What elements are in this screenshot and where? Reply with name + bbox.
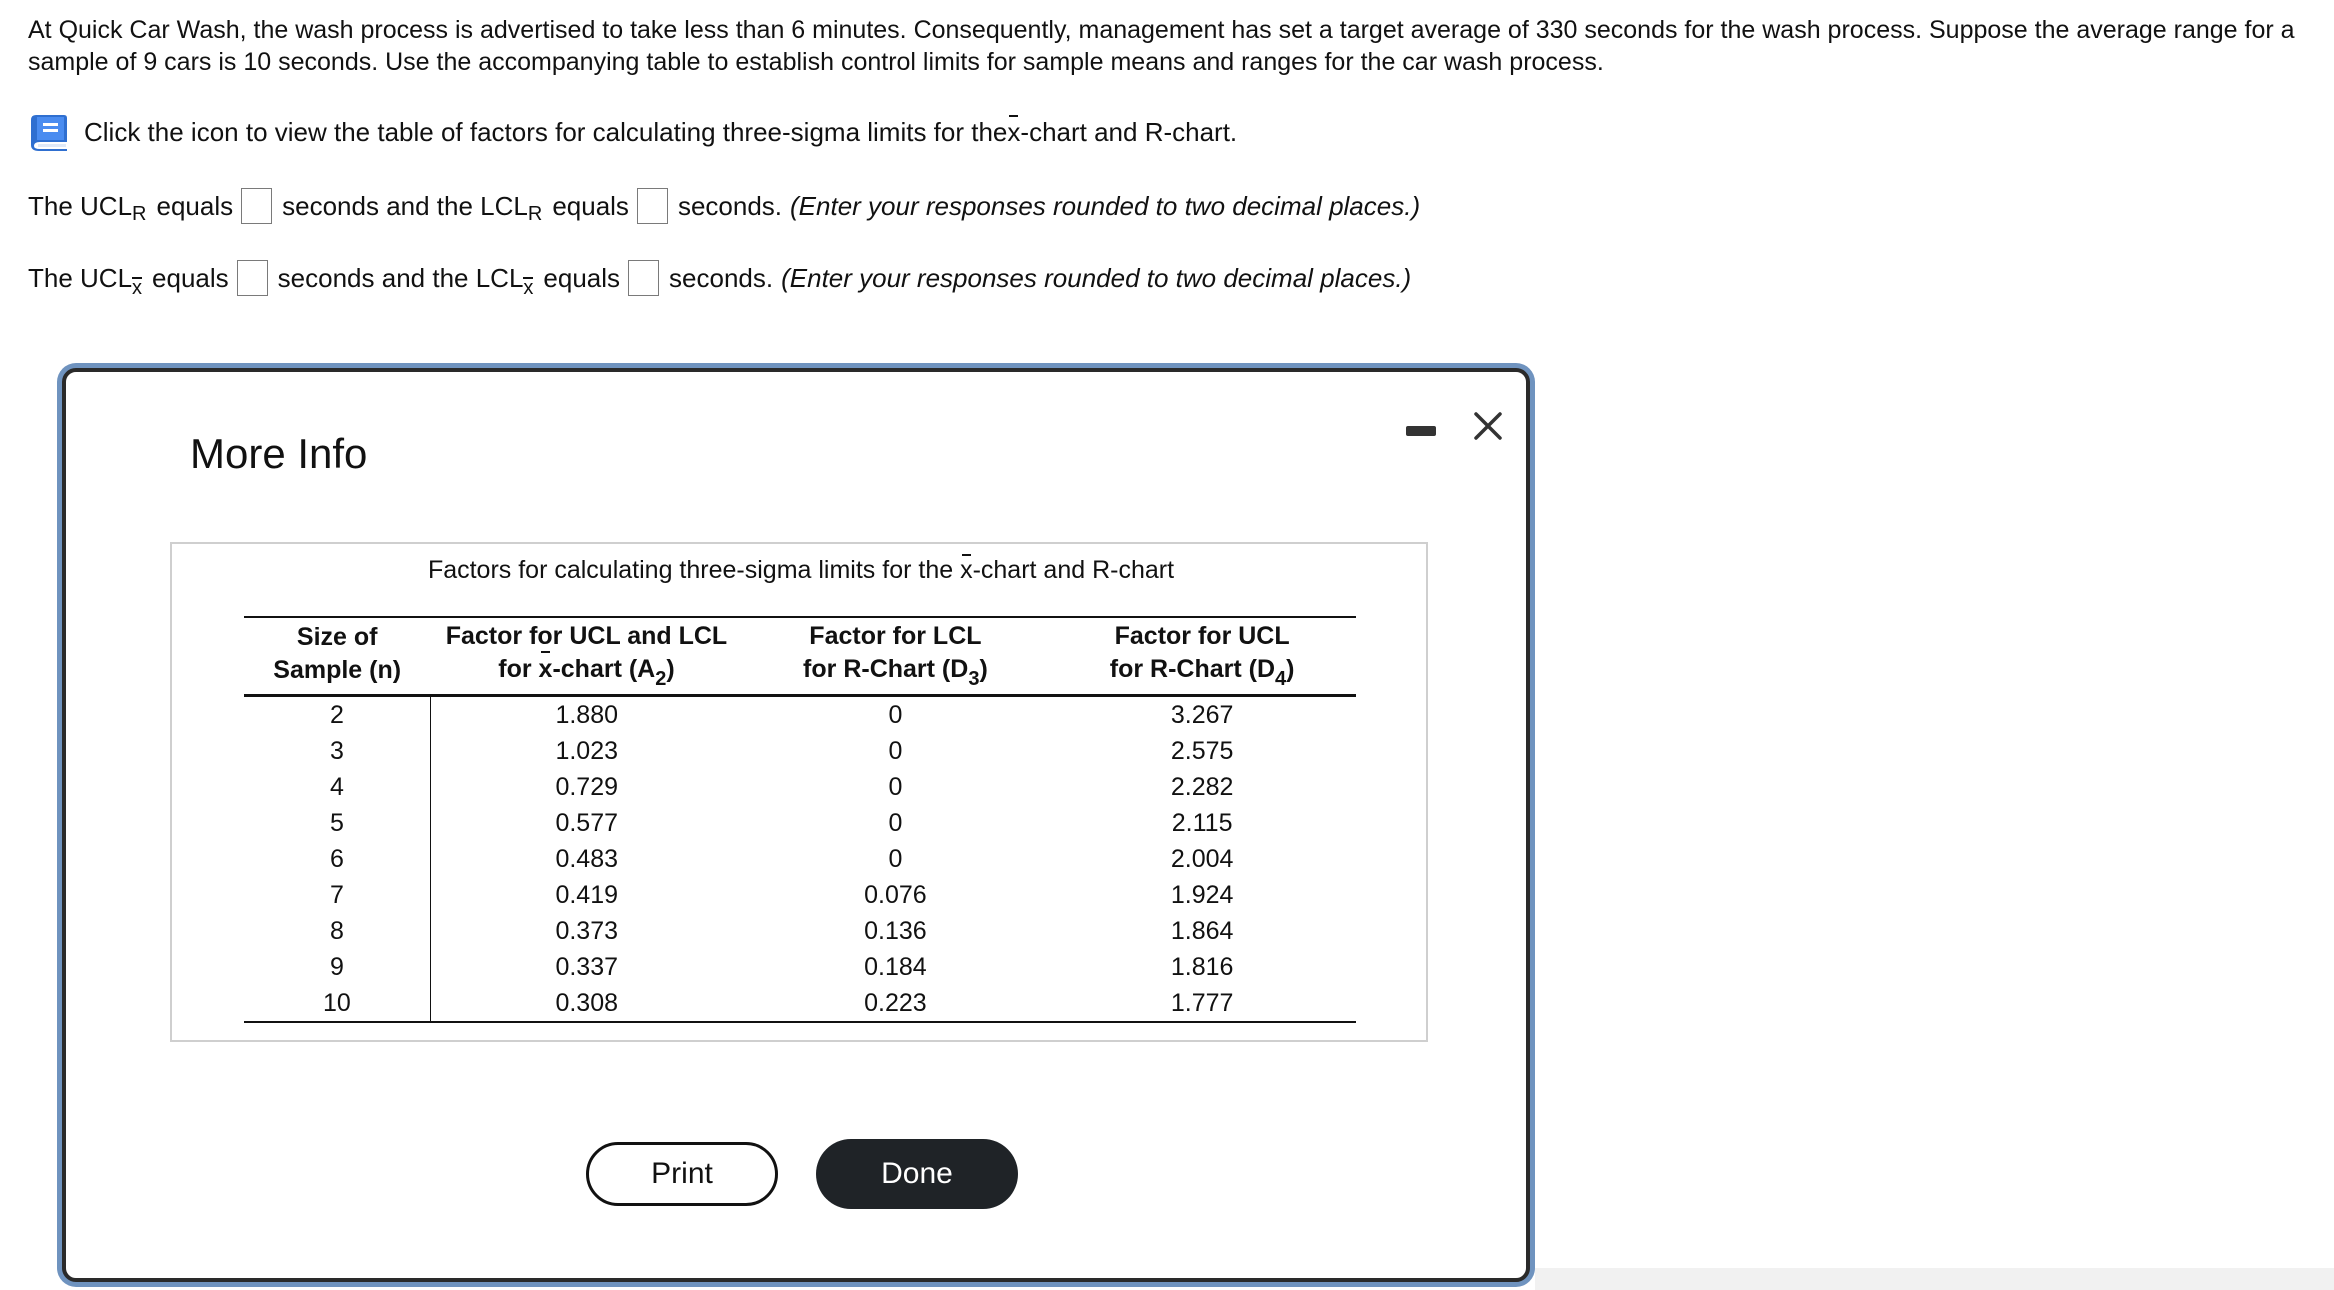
table-row: 6 0.483 0 2.004 (244, 841, 1356, 877)
mean-limits-question (28, 256, 1411, 300)
book-icon[interactable] (28, 112, 70, 152)
table-tip (28, 112, 1237, 152)
seconds-label: seconds. (677, 190, 783, 221)
seconds-label: seconds. (669, 262, 774, 293)
tip-xbar: x (1007, 116, 1021, 147)
ucl-r-label: The UCL (28, 190, 133, 221)
lcl-r-input[interactable] (637, 188, 668, 224)
equals-label: equals (543, 262, 621, 293)
equals-label: equals (156, 190, 234, 221)
bottom-strip (1535, 1268, 2334, 1290)
column-header-a2: Factor for UCL and LCL for x-chart $(A_2)$ (430, 617, 742, 696)
equals-label: equals (552, 190, 629, 221)
rounding-hint: (Enter your responses rounded to two decimal places.) (790, 190, 1421, 221)
question-text: At Quick Car Wash, the wash process is advertised to take less than 6 minutes. Consequently, management has set a target average of 330 seconds for the wash process. Suppose the average range for a sample of 9 cars is 10 seconds. Use the accompanying table to establish control limits for sample means and ranges for the car wash process. (28, 16, 2295, 76)
lcl-xbar-sub: x (523, 276, 534, 299)
ucl-x-label: The UCL (28, 262, 133, 293)
done-button[interactable]: Done (816, 1139, 1018, 1209)
table-row: 9 0.337 0.184 1.816 (244, 949, 1356, 985)
table-row: 8 0.373 0.136 1.864 (244, 913, 1356, 949)
equals-label: equals (152, 262, 229, 293)
lcl-r-sub: R (527, 202, 543, 225)
lcl-x-label: seconds and the LCL (277, 262, 524, 293)
lcl-r-label: seconds and the LCL (282, 190, 528, 221)
table-row: 4 0.729 0 2.282 (244, 769, 1356, 805)
ucl-r-sub: R (132, 202, 147, 225)
table-row: 10 0.308 0.223 1.777 (244, 985, 1356, 1022)
minimize-icon[interactable] (1406, 426, 1436, 436)
tip-text-after: -chart and R-chart. (1020, 116, 1238, 147)
dialog-title: More Info (190, 430, 368, 477)
lcl-x-input[interactable] (628, 260, 659, 296)
print-button[interactable]: Print (586, 1142, 778, 1206)
table-row: 2 1.880 0 3.267 (244, 696, 1356, 734)
factors-table-panel (170, 542, 1428, 1042)
factors-table (244, 616, 1356, 1023)
ucl-x-input[interactable] (237, 260, 268, 296)
tip-text-before: Click the icon to view the table of factors for calculating three-sigma limits for the (84, 116, 1008, 147)
table-row: 7 0.419 0.076 1.924 (244, 877, 1356, 913)
column-header-n: Size of Sample (n) (244, 617, 430, 696)
rounding-hint: (Enter your responses rounded to two decimal places.) (781, 262, 1412, 293)
column-header-d4: Factor for UCL for R-Chart $(D_4)$ (1048, 617, 1356, 696)
table-row: 5 0.577 0 2.115 (244, 805, 1356, 841)
range-limits-question (28, 184, 1420, 228)
column-header-d3: Factor for LCL for R-Chart $(D_3)$ (743, 617, 1049, 696)
more-info-dialog (62, 368, 1530, 1282)
table-row: 3 1.023 0 2.575 (244, 733, 1356, 769)
ucl-r-input[interactable] (241, 188, 272, 224)
table-caption: Factors for calculating three-sigma limits for the x-chart and R-chart (427, 556, 1175, 584)
close-icon[interactable] (1468, 406, 1508, 446)
ucl-xbar-sub: x (132, 276, 143, 299)
